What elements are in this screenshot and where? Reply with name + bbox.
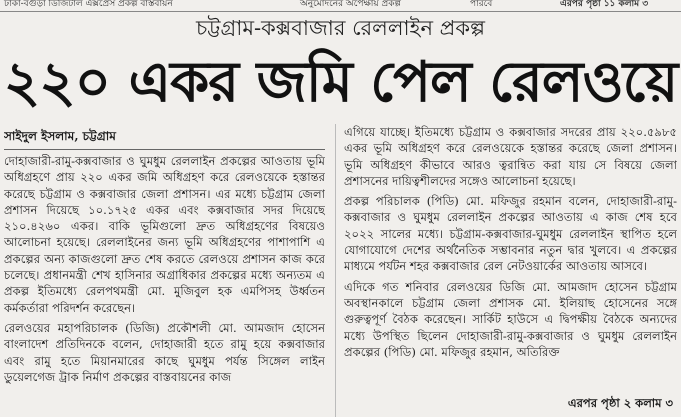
body-paragraph: প্রকল্প পরিচালক (পিডি) মো. মফিজুর রহমান বলেন, দোহাজারী-রামু-কক্সবাজার ও ঘুমধুম রেললাইন প্রকল্পের আওতায় এ কাজ শেষ হবে ২০২২ সালের মধ্যে। চট্টগ্রাম-কক্সবাজার-ঘুমধুম রেললাইন স্থাপিত হলে যোগাযোগে দেশের অর্থনৈতিক সম্ভাবনার নতুন দ্বার খুলবে। এ প্রকল্পের মাধ্যমে পর্যটন শহর কক্সবাজার রেল নেটওয়ার্কের আওতায় আসবে।	[344, 194, 677, 274]
article-byline: সাইদুল ইসলাম, চট্টগ্রাম	[4, 129, 116, 143]
left-column-body	[4, 153, 325, 389]
body-paragraph: রেলওয়ের মহাপরিচালক (ডিজি) প্রকৌশলী মো. আমজাদ হোসেন বাংলাদেশ প্রতিদিনকে বলেন, দোহাজারী হতে রামু হয়ে কক্সবাজার এবং রামু হতে মিয়ানমারের কাছে ঘুমধুম পর্যন্ত সিঙ্গেল লাইন ডুয়েলগেজ ট্রাক নির্মাণ প্রকল্পের বাস্তবায়নের কাজ	[4, 320, 325, 384]
body-paragraph: এদিকে গত শনিবার রেলওয়ের ডিজি মো. আমজাদ হোসেন চট্টগ্রাম অবস্থানকালে চট্টগ্রাম জেলা প্রশাসক মো. ইলিয়াছ হোসেনের সঙ্গে গুরুত্বপূর্ণ বৈঠক করেছেন। সার্কিট হাউসে এ দ্বিপক্ষীয় বৈঠকে অন্যদের মধ্যে উপস্থিত ছিলেন দোহাজারী-রামু-কক্সবাজার ও ঘুমধুম রেললাইন প্রকল্পের (পিডি) মো. মফিজুর রহমান, অতিরিক্ত	[344, 279, 677, 359]
article-headline: ২২০ একর জমি পেল রেলওয়ে	[3, 49, 678, 115]
column-divider	[335, 124, 336, 417]
article-kicker: চট্টগ্রাম-কক্সবাজার রেললাইন প্রকল্প	[195, 16, 486, 40]
top-strip-middle-text: অনুমোদনের অপেক্ষায় প্রকল্প	[300, 0, 401, 9]
top-strip-left-text: ঢাকা-বগুড়া ডিজিটাল এক্সপ্রেস প্রকল্প বাস্তবায়ন	[4, 0, 173, 9]
body-paragraph: এগিয়ে যাচ্ছে। ইতিমধ্যে চট্টগ্রাম ও কক্সবাজার সদরের প্রায় ২২০.৫৯৮৫ একর ভূমি অধিগ্রহণ করে রেলওয়েকে হস্তান্তর করেছে জেলা প্রশাসন। ভূমি অধিগ্রহণ কীভাবে আরও ত্বরান্বিত করা যায় সে বিষয়ে জেলা প্রশাসনের দায়িত্বশীলদের সঙ্গেও আলোচনা হয়েছে।	[344, 125, 677, 188]
body-paragraph: দোহাজারী-রামু-কক্সবাজার ও ঘুমধুম রেললাইন প্রকল্পের আওতায় ভূমি অধিগ্রহণে প্রায় ২২০ একর জমি অধিগ্রহণ করে রেলওয়েকে হস্তান্তর করেছে চট্টগ্রাম ও কক্সবাজার জেলা প্রশাসন। এর মধ্যে চট্টগ্রাম জেলা প্রশাসন দিয়েছে ১০.১৭২৫ একর এবং কক্সবাজার সদর দিয়েছে ২১০.৪২৬০ একর। বাকি ভূমিগুলো দ্রুত অধিগ্রহণের বিষয়েও আলোচনা হয়েছে। রেললাইনের জন্য ভূমি অধিগ্রহণের পাশাপাশি এ প্রকল্পের অন্য কাজগুলো দ্রুত শেষ করতে রেলওয়ে প্রশাসন কাজ করে চলেছে। প্রধানমন্ত্রী শেখ হাসিনার অগ্রাধিকার প্রকল্পের মধ্যে অন্যতম এ প্রকল্প ইতিমধ্যে রেলপথমন্ত্রী মো. মুজিবুল হক এমপিসহ উর্ধ্বতন কর্মকর্তারা পরিদর্শন করেছেন।	[4, 154, 325, 315]
top-strip-right-text: পারবে	[470, 0, 493, 9]
continued-on-page-note: এরপর পৃষ্ঠা ২ কলাম ৩	[567, 395, 673, 410]
article-column-right	[344, 124, 677, 417]
article-column-left	[4, 128, 325, 417]
top-strip-page-ref: এরপর পৃষ্ঠা ১১ কলাম ৩	[560, 0, 649, 9]
top-strip	[0, 0, 681, 10]
byline-rule	[4, 149, 325, 150]
top-divider-line	[0, 11, 681, 12]
